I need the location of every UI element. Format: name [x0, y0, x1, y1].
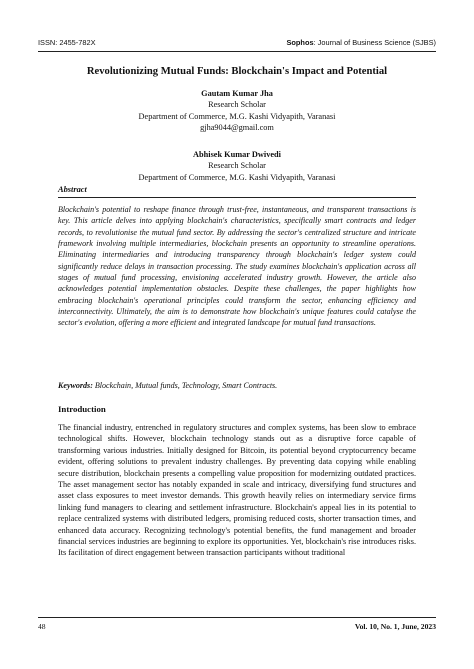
author-1-email: gjha9044@gmail.com: [200, 123, 274, 133]
journal-name: [286, 38, 436, 47]
footer-rule: [38, 617, 436, 618]
keywords-label: Keywords:: [58, 381, 93, 390]
introduction-heading: Introduction: [58, 404, 106, 414]
author-1-block: [38, 88, 436, 134]
author-2-name: Abhisek Kumar Dwivedi: [193, 150, 281, 159]
abstract-heading: Abstract: [58, 185, 87, 194]
abstract-rule: [58, 197, 416, 198]
introduction-text: The financial industry, entrenched in regulatory structures and complex systems, has been slow to embrace technological shifts. However, blockchain technology stands out as a disruptive force capable of transforming various industries. Initially designed for Bitcoin, its potential beyond cryptocurrency became evident, offering solutions to prevalent industry challenges. By preventing data copying while enabling secure distribution, blockchain presents a compelling value proposition for modernizing outdated practices. The asset management sector has notably expanded in scale and intricacy, diversifying fund structures and asset class exposures to meet investor demands. This growth heavily relies on intermediary service firms linking fund managers to clearing and settlement infrastructure. Blockchain's appeal lies in its potential to replace centralized systems with distributed ledgers, promising reduced costs, shorter transaction times, and enhanced data accuracy. Recognizing technology's potential benefits, the fund management and broader financial services industries are beginning to explore its opportunities. Yet, blockchain's rise introduces risks. Its facilitation of direct engagement between transaction participants without traditional: [58, 423, 416, 558]
volume-info: Vol. 10, No. 1, June, 2023: [354, 622, 436, 631]
journal-name-rest: : Journal of Business Science (SJBS): [313, 38, 436, 47]
header-rule: [38, 51, 436, 52]
author-2-affiliation: Department of Commerce, M.G. Kashi Vidyapith, Varanasi: [138, 172, 336, 182]
journal-name-bold: Sophos: [286, 38, 314, 47]
running-footer: [38, 622, 436, 634]
issn-label: ISSN: 2455-782X: [38, 38, 96, 47]
author-1-name: Gautam Kumar Jha: [201, 89, 273, 98]
author-2-role: Research Scholar: [208, 161, 266, 171]
abstract-text: Blockchain's potential to reshape finance through trust-free, instantaneous, and transparent transactions is key. This article delves into applying blockchain's characteristics, specifically smart contracts and ledger records, to revolutionise the mutual fund sector. By addressing the sector's centralized structure and intricate framework involving multiple intermediaries, blockchain presents an opportunity to streamline operations. Eliminating intermediaries and introducing transparency through blockchain's ledger system could significantly reduce delays in transaction processing. The study examines blockchain's application across all stages of mutual fund processing, envisioning accelerated industry growth. However, the article also acknowledges potential implementation obstacles. Despite these challenges, the paper highlights how embracing blockchain's operational principles could transform the sector, enhancing efficiency and interconnectivity. Ultimately, the aim is to demonstrate how blockchain's unique features could catalyse the sector's evolution, offering a more efficient and integrated landscape for mutual fund transactions.: [58, 205, 416, 328]
keywords-text: Blockchain, Mutual funds, Technology, Smart Contracts.: [92, 381, 278, 390]
author-1-affiliation: Department of Commerce, M.G. Kashi Vidyapith, Varanasi: [138, 111, 336, 121]
running-header: [38, 36, 436, 50]
keywords-line: [58, 381, 277, 390]
paper-title: Revolutionizing Mutual Funds: Blockchain's Impact and Potential: [86, 66, 388, 77]
author-2-block: [38, 149, 436, 183]
author-1-role: Research Scholar: [208, 100, 266, 110]
page-number: 48: [38, 622, 46, 631]
